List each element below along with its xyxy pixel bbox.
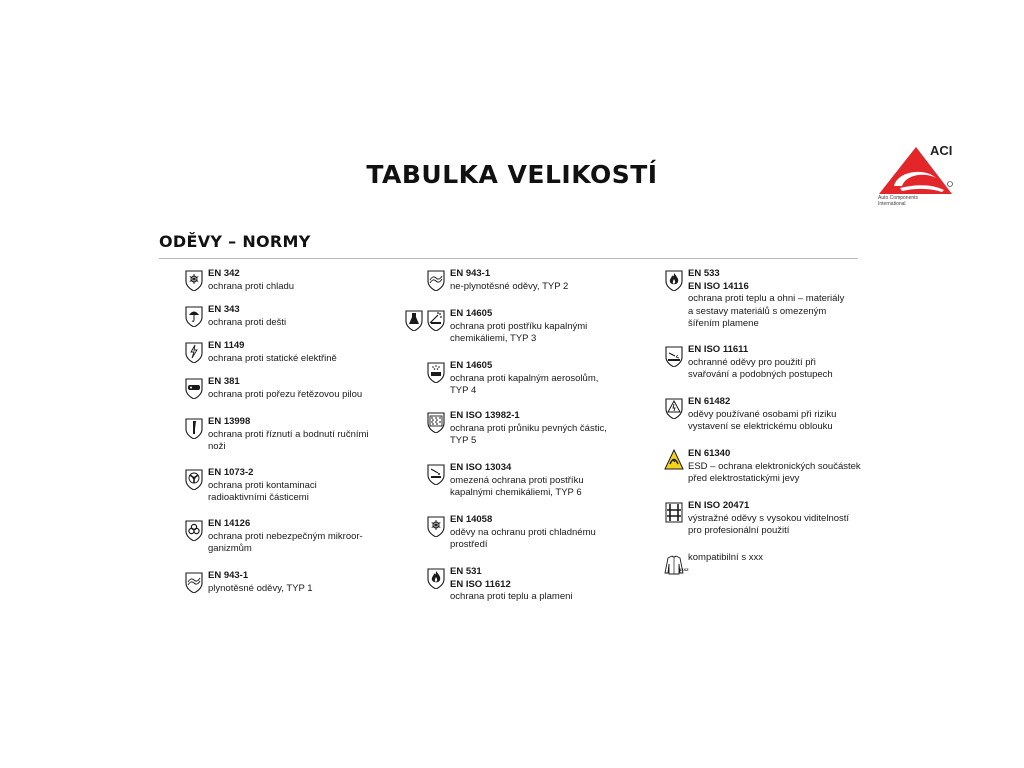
norm-description: ochrana proti dešti	[208, 316, 287, 328]
norm-item	[178, 268, 294, 293]
norm-icons	[178, 268, 204, 293]
norm-code-secondary: EN ISO 11612	[450, 578, 511, 590]
norm-description: ochrana proti kontaminaci	[208, 479, 317, 491]
norm-text	[208, 376, 362, 401]
norm-description: ne-plynotěsné oděvy, TYP 2	[450, 280, 569, 292]
norm-text	[688, 552, 763, 575]
norm-code: EN 61340	[688, 448, 731, 459]
norm-item	[398, 308, 587, 346]
norm-icons	[398, 308, 446, 346]
norm-code: EN 533	[688, 268, 720, 279]
norm-item	[178, 518, 363, 556]
norm-code: EN 14126	[208, 518, 251, 529]
shield-flask-icon	[404, 309, 424, 346]
norm-icons	[178, 570, 204, 595]
norm-item	[178, 376, 362, 401]
norm-text	[450, 514, 596, 552]
shield-snowflake-icon	[426, 515, 446, 552]
norm-description: a sestavy materiálů s omezeným	[688, 305, 827, 317]
norm-text	[688, 344, 833, 382]
norm-icons	[398, 566, 446, 604]
norm-icons	[178, 416, 204, 454]
norm-icons	[398, 410, 446, 448]
norm-icons	[178, 518, 204, 556]
norm-text	[450, 268, 568, 293]
norm-description: ochrana proti kapalným aerosolům,	[450, 372, 599, 384]
norm-item	[640, 500, 849, 538]
norm-text	[688, 396, 836, 434]
norm-description: ochrana proti chladu	[208, 280, 295, 292]
norm-description: kapalnými chemikáliemi, TYP 6	[450, 487, 582, 498]
norm-icons	[640, 268, 684, 331]
norm-icons	[178, 376, 204, 401]
norm-text	[450, 566, 573, 604]
norm-item	[398, 360, 598, 398]
norm-item	[178, 304, 286, 329]
norm-text	[208, 518, 363, 556]
norm-description: ochrana proti postříku kapalnými	[450, 320, 588, 332]
jacket-tag: 44XZ	[679, 567, 689, 572]
norm-text	[208, 416, 369, 454]
norm-description: plynotěsné oděvy, TYP 1	[208, 582, 313, 594]
norm-description: omezená ochrana proti postříku	[450, 474, 584, 486]
shield-spray-icon	[426, 309, 446, 346]
norm-text	[688, 268, 844, 331]
norm-icons	[178, 340, 204, 365]
logo-subtitle	[878, 195, 958, 207]
norm-text	[688, 448, 861, 486]
norm-text	[208, 570, 313, 595]
shield-chainsaw-icon	[184, 377, 204, 401]
shield-flame-icon	[426, 567, 446, 604]
norm-code: EN 13998	[208, 416, 251, 427]
shield-snowflake-icon	[184, 269, 204, 293]
shield-arc-icon	[664, 397, 684, 434]
norm-item	[640, 268, 844, 331]
norm-icons	[178, 304, 204, 329]
section-title: ODĚVY – NORMY	[159, 232, 311, 251]
norm-description: ochranné oděvy pro použití při	[688, 356, 816, 368]
norm-description: prostředí	[450, 539, 488, 550]
shield-particles-icon	[426, 411, 446, 448]
norm-icons	[640, 396, 684, 434]
shield-umbrella-icon	[184, 305, 204, 329]
norm-icons	[640, 344, 684, 382]
norm-code: EN ISO 13034	[450, 462, 512, 473]
norm-icons	[398, 360, 446, 398]
norm-description: ochrana proti pořezu řetězovou pilou	[208, 388, 363, 400]
esd-icon	[664, 449, 684, 486]
norm-code: EN 381	[208, 376, 240, 387]
norm-item	[640, 448, 861, 486]
norm-icons	[640, 448, 684, 486]
norm-description: TYP 5	[450, 435, 477, 446]
logo-name: ACI	[930, 143, 953, 158]
norm-item	[640, 344, 833, 382]
norm-description: šířením plamene	[688, 318, 759, 329]
norm-code: EN ISO 20471	[688, 500, 750, 511]
shield-flame-icon	[664, 269, 684, 331]
norm-description: vystavení se elektrickému oblouku	[688, 421, 833, 432]
section-divider	[159, 258, 858, 259]
norm-icons	[178, 467, 204, 505]
norm-code-secondary: EN ISO 14116	[688, 280, 749, 292]
norm-description: noži	[208, 441, 226, 452]
shield-gas-icon	[426, 269, 446, 293]
jacket-icon	[664, 553, 689, 575]
norm-code: EN 14605	[450, 360, 493, 371]
shield-aerosol-icon	[426, 361, 446, 398]
norm-description: před elektrostatickými jevy	[688, 473, 800, 484]
norm-text	[450, 462, 584, 500]
norm-description: výstražné oděvy s vysokou viditelností	[688, 512, 850, 524]
norm-description: kompatibilní s xxx	[688, 552, 763, 563]
norm-text	[208, 340, 337, 365]
norm-description: ochrana proti průniku pevných částic,	[450, 422, 607, 434]
norm-description: ochrana proti nebezpečným mikroor-	[208, 530, 363, 542]
norm-text	[450, 308, 587, 346]
norm-text	[688, 500, 849, 538]
hi-vis-icon	[664, 501, 684, 538]
norm-text	[450, 360, 598, 398]
norm-code: EN 1149	[208, 340, 245, 351]
norm-code: EN 531	[450, 566, 482, 577]
norm-icons	[640, 500, 684, 538]
norm-item	[178, 570, 313, 595]
norm-description: TYP 4	[450, 385, 477, 396]
norm-item	[398, 566, 573, 604]
norm-description: radioaktivními částicemi	[208, 492, 309, 503]
norm-description: ganizmům	[208, 543, 252, 554]
norm-code: EN 61482	[688, 396, 731, 407]
norm-icons	[398, 514, 446, 552]
page-title: TABULKA VELIKOSTÍ	[366, 160, 658, 189]
norm-item	[398, 462, 584, 500]
norm-code: EN 14058	[450, 514, 493, 525]
norm-code: EN ISO 11611	[688, 344, 749, 355]
norm-item	[640, 552, 763, 575]
norm-text	[208, 467, 317, 505]
shield-welding-icon	[664, 345, 684, 382]
shield-radiation-icon	[184, 468, 204, 505]
norm-item	[398, 410, 607, 448]
norm-description: oděvy na ochranu proti chladnému	[450, 526, 596, 538]
norm-description: ochrana proti teplu a ohni – materiály	[688, 293, 845, 304]
norm-item	[640, 396, 836, 434]
norm-description: svařování a podobných postupech	[688, 369, 833, 380]
norm-code: EN 14605	[450, 308, 493, 319]
logo-subtitle-line-2: International	[878, 201, 906, 207]
norm-description: oděvy používané osobami při riziku	[688, 408, 837, 420]
norm-code: EN ISO 13982-1	[450, 410, 520, 421]
norm-description: ochrana proti říznutí a bodnutí ručními	[208, 428, 369, 440]
norm-description: pro profesionální použití	[688, 525, 790, 536]
norm-description: ESD – ochrana elektronických součástek	[688, 460, 861, 472]
norm-code: EN 342	[208, 268, 240, 279]
norm-code: EN 943-1	[450, 268, 491, 279]
norm-item	[398, 268, 568, 293]
shield-knife-icon	[184, 417, 204, 454]
shield-lightning-icon	[184, 341, 204, 365]
norm-text	[208, 268, 294, 293]
shield-biohazard-icon	[184, 519, 204, 556]
norm-code: EN 343	[208, 304, 240, 315]
norm-code: EN 943-1	[208, 570, 249, 581]
norm-description: chemikáliemi, TYP 3	[450, 333, 537, 344]
norm-icons	[398, 268, 446, 293]
norm-icons	[640, 552, 689, 575]
norm-item	[178, 340, 337, 365]
norm-description: ochrana proti statické elektřině	[208, 352, 337, 364]
norm-text	[208, 304, 286, 329]
norm-icons	[398, 462, 446, 500]
norm-text	[450, 410, 607, 448]
norm-item	[398, 514, 596, 552]
shield-gas-icon	[184, 571, 204, 595]
norm-description: ochrana proti teplu a plameni	[450, 591, 573, 602]
logo-subtitle-line-1: Auto Components	[878, 195, 919, 201]
norm-item	[178, 467, 317, 505]
norm-item	[178, 416, 369, 454]
norm-code: EN 1073-2	[208, 467, 254, 478]
shield-splash-icon	[426, 463, 446, 500]
